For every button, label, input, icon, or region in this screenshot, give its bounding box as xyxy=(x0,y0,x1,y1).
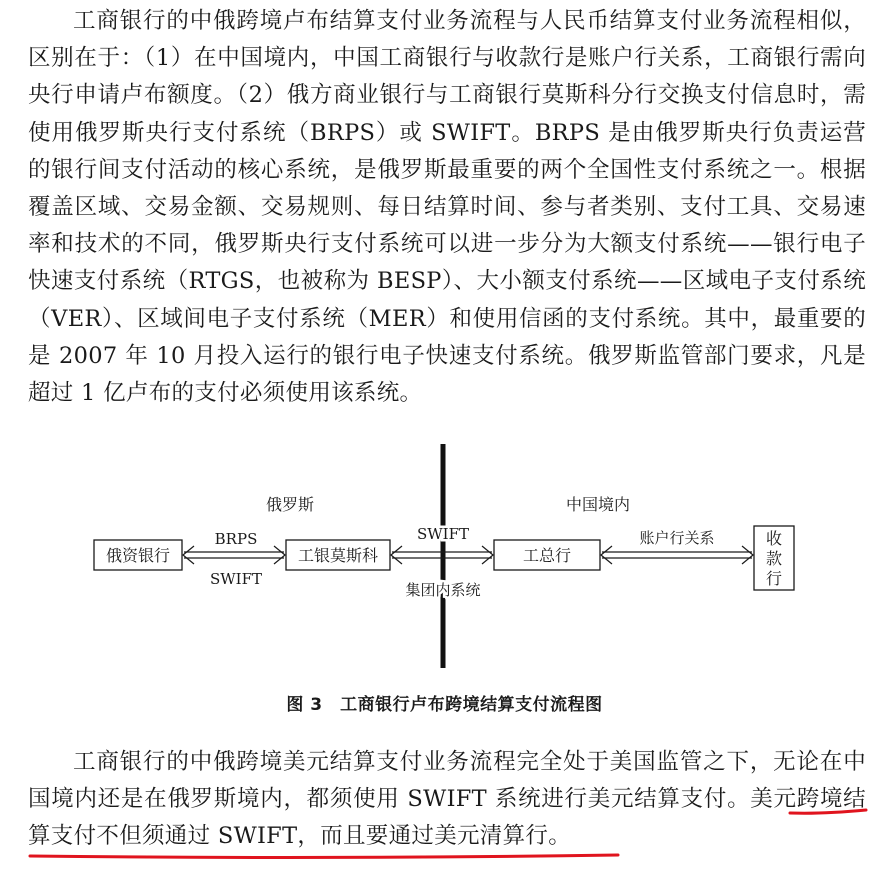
link-label-group-system: 集团内系统 xyxy=(405,581,481,599)
node-icbc-hq xyxy=(494,540,600,570)
paragraph-2-highlighted-text: 美元跨境结算支付不但须通过 SWIFT，而且要通过美元清算行。 xyxy=(28,786,866,850)
red-underline-annotation xyxy=(0,800,889,870)
red-underline-stroke-1 xyxy=(790,810,866,813)
node-icbc-moscow-label: 工银莫斯科 xyxy=(297,546,379,565)
region-label-china: 中国境内 xyxy=(565,495,631,514)
link-label-account-relation: 账户行关系 xyxy=(639,529,715,547)
node-receiving-bank xyxy=(754,526,794,590)
node-receiving-bank-char-2: 款 xyxy=(765,549,783,568)
figure-caption: 图 3 工商银行卢布跨境结算支付流程图 xyxy=(286,695,603,715)
arrow-russian-bank-to-moscow xyxy=(183,546,285,564)
node-receiving-bank-char-3: 行 xyxy=(765,569,783,588)
paragraph-2-plain-text: 工商银行的中俄跨境美元结算支付业务流程完全处于美国监管之下，无论在中国境内还是在俄罗斯境内，都须使用 SWIFT 系统进行美元结算支付。 xyxy=(28,749,866,813)
region-label-russia: 俄罗斯 xyxy=(265,495,315,514)
body-paragraph-1: 工商银行的中俄跨境卢布结算支付业务流程与人民币结算支付业务流程相似，区别在于：（1）在中国境内，中国工商银行与收款行是账户行关系，工商银行需向央行申请卢布额度。（2）俄方商业银行与工商银行莫斯科分行交换支付信息时，需使用俄罗斯央行支付系统（BRPS）或 SWIFT。BRPS 是由俄罗斯央行负责运营的银行间支付活动的核心系统，是俄罗斯最重要的两个全国性支付系统之一。根据覆盖区域、交易金额、交易规则、每日结算时间、参与者类别、支付工具、交易速率和技术的不同，俄罗斯央行支付系统可以进一步分为大额支付系统——银行电子快速支付系统（RTGS，也被称为 BESP）、大小额支付系统——区域电子支付系统（VER）、区域间电子支付系统（MER）和使用信函的支付系统。其中，最重要的是 2007 年 10 月投入运行的银行电子快速支付系统。俄罗斯监管部门要求，凡是超过 1 亿卢布的支付必须使用该系统。 xyxy=(28,8,866,407)
node-russian-bank xyxy=(94,540,182,570)
node-receiving-bank-char-1: 收 xyxy=(765,529,783,548)
node-icbc-hq-label: 工总行 xyxy=(522,546,572,565)
link-label-swift-top: SWIFT xyxy=(416,525,470,543)
flow-diagram xyxy=(0,440,889,680)
link-label-brps: BRPS xyxy=(214,530,258,548)
red-underline-stroke-2 xyxy=(30,855,618,857)
node-russian-bank-label: 俄资银行 xyxy=(105,546,171,565)
link-label-swift-left: SWIFT xyxy=(209,570,263,588)
node-icbc-moscow xyxy=(286,540,390,570)
arrow-hq-to-receiving xyxy=(601,546,753,564)
